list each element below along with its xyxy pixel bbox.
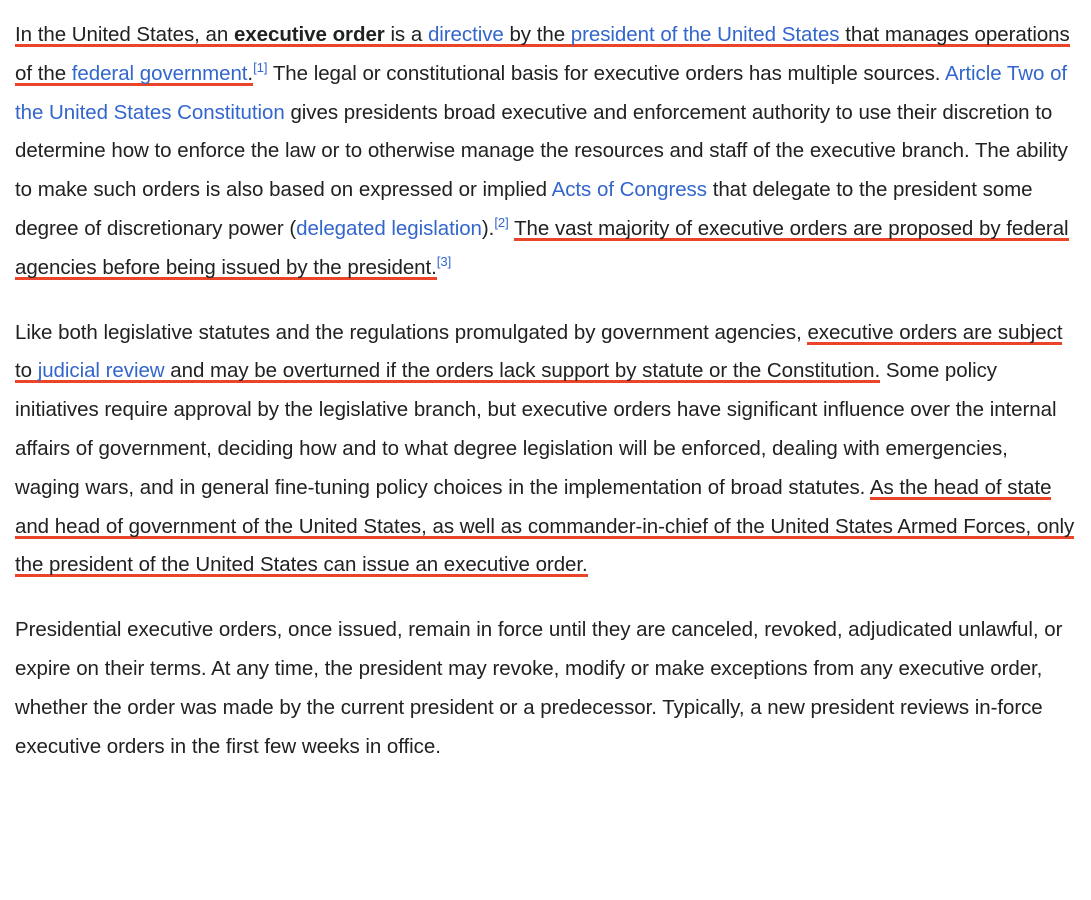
paragraph (15, 16, 1075, 288)
wiki-link[interactable]: Acts of Congress (551, 178, 707, 202)
text-run-highlighted: The vast majority of executive orders are proposed by federal agencies before being issued by the president. (15, 216, 1069, 279)
text-run-highlighted: . (247, 61, 254, 85)
wiki-link-highlighted[interactable]: president of the United States (570, 23, 840, 46)
text-run: Some policy initiatives require approval by the legislative branch, but executive orders have significant influence over the internal affairs of government, deciding how and to what degree legislation will be enforced, dealing with emergencies, waging wars, and in general fine-tuning policy choices in the implementation of broad statutes. (15, 359, 1057, 499)
text-run-highlighted: executive orders are subject to (15, 320, 1063, 383)
bold-term-highlighted: executive order (233, 23, 385, 46)
text-run: ). (481, 216, 495, 240)
wiki-link[interactable]: Article Two of the United States Constitution (15, 61, 1068, 124)
text-run-highlighted: and may be overturned if the orders lack support by statute or the Constitution. (164, 359, 881, 383)
wiki-link-highlighted[interactable]: judicial review (37, 359, 165, 383)
text-run: Presidential executive orders, once issued, remain in force until they are canceled, revoked, adjudicated unlawful, or expire on their terms. At any time, the president may revoke, modify or make exceptions from any executive order, whether the order was made by the current president or a predecessor. Typically, a new president reviews in-force executive orders in the first few weeks in office. (15, 618, 1063, 758)
text-run-highlighted: As the head of state and head of government of the United States, as well as commander-in-chief of the United States Armed Forces, only the president of the United States can issue an executive order. (15, 475, 1075, 577)
text-run-highlighted: In the United States, an (15, 23, 234, 46)
citation-link[interactable]: [1] (253, 59, 268, 75)
text-run: Like both legislative statutes and the regulations promulgated by government agencies, (15, 320, 808, 344)
paragraph (15, 611, 1075, 766)
citation-reference[interactable] (494, 215, 508, 230)
text-run: The legal or constitutional basis for executive orders has multiple sources. (267, 61, 946, 85)
citation-link[interactable]: [2] (494, 215, 509, 231)
citation-reference[interactable] (253, 60, 267, 75)
text-run-highlighted: that manages operations of the (15, 23, 1070, 85)
paragraph (15, 314, 1075, 586)
text-run: that delegate to the president some degree of discretionary power ( (15, 178, 1033, 240)
wiki-link-highlighted[interactable]: federal government (71, 61, 248, 85)
citation-link[interactable]: [3] (436, 253, 452, 269)
text-run-highlighted: is a (384, 23, 428, 46)
text-run-highlighted: by the (503, 23, 571, 46)
citation-reference[interactable] (437, 254, 451, 269)
wiki-link-highlighted[interactable]: directive (427, 23, 504, 46)
text-run: gives presidents broad executive and enforcement authority to use their discretion to determine how to enforce the law or to otherwise manage the resources and staff of the executive branch. The ability to make such orders is also based on expressed or implied (15, 100, 1068, 202)
wiki-link[interactable]: delegated legislation (296, 216, 482, 240)
